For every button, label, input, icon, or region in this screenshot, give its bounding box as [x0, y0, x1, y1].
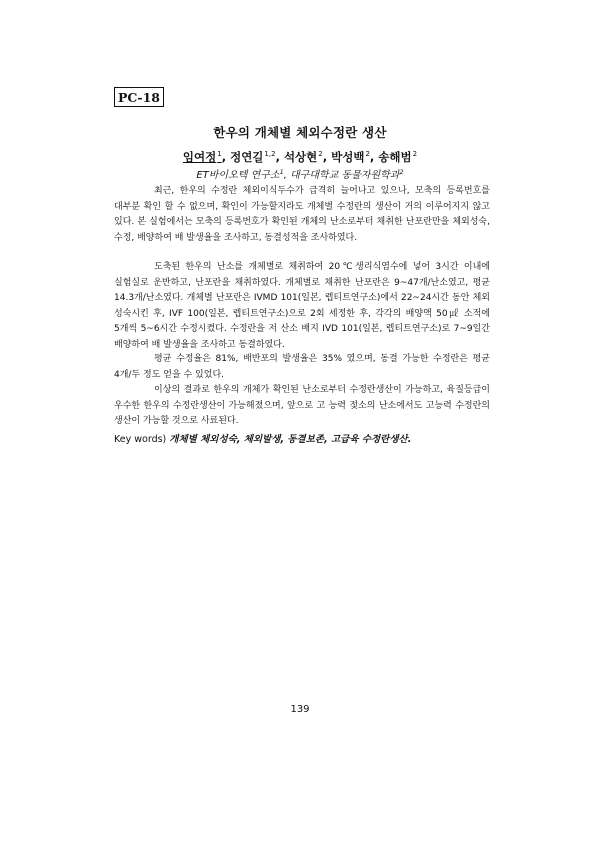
author-first: 임여정$^1$ — [182, 150, 222, 164]
keywords — [114, 431, 504, 445]
keywords-text: 개체별 체외성숙, 체외발생, 동결보존, 고급육 수정란생산. — [169, 434, 412, 445]
author-4: 박성백$^2$ — [331, 150, 370, 164]
author-2: 정연길$^{1,2}$ — [230, 150, 276, 164]
paper-title: 한우의 개체별 체외수정란 생산 — [213, 125, 387, 140]
abstract-paragraph-4: 이상의 결과로 한우의 개체가 확인된 난소로부터 수정란생산이 가능하고, 육질등급이 우수한 한우의 수정란생산이 가능해졌으며, 앞으로 고 능력 젖소의 난소에서도 고능력 수정란의 생산이 가능할 것으로 사료된다. — [114, 385, 490, 426]
affiliation: ET바이오텍 연구소$^1$, 대구대학교 동물자원학과$^2$ — [196, 168, 404, 181]
author-list: 임여정$^1$, 정연길$^{1,2}$, 석상현$^2$, 박성백$^2$, 송해범$^2$ — [182, 150, 418, 164]
keywords-label: Key words) — [114, 434, 167, 445]
poster-code-box — [114, 87, 164, 107]
poster-code: PC-18 — [118, 89, 160, 105]
author-5: 송해범$^2$ — [378, 150, 418, 164]
abstract-paragraph-1: 최근, 한우의 수정란 체외이식두수가 급격히 늘어나고 있으나, 모축의 등록번호를 대부분 확인 할 수 없으며, 확인이 가능할지라도 개체별 수정란의 생산이 거의 이루어지지 않고 있다. 본 실험에서는 모축의 등록번호가 확인된 개체의 난소로부터 채취한 난포란만을 체외성숙, 수정, 배양하여 배 발생율을 조사하고, 동결성적을 조사하였다. — [114, 186, 490, 243]
abstract-paragraph-3: 평균 수정율은 81%, 배반포의 발생율은 35% 였으며, 동결 가능한 수정란은 평균 4개/두 정도 얻을 수 있었다. — [114, 354, 490, 380]
abstract-paragraph-2: 도축된 한우의 난소를 개체별로 채취하여 20℃생리식염수에 넣어 3시간 이내에 실험실로 운반하고, 난포란을 채취하였다. 개체별로 채취한 난포란은 9~47개/난소였고, 평균 14.3개/난소였다. 개체별 난포란은 IVMD 101(일본, 렙티트연구소)에서 22~24시간 동안 체외 성숙시킨 후, IVF 100(일본, 렙티트연구소)으로 2회 세정한 후, 각각의 배양액 50㎕ 소적에 5개씩 5~6시간 수정시켰다. 수정란을 저 산소 배지 IVD 101(일본, 렙티트연구소)로 7~9일간 배양하여 배 발생율을 조사하고 동결하였다. — [114, 262, 490, 350]
author-3: 석상현$^2$ — [283, 150, 323, 164]
page-number: 139 — [290, 704, 310, 715]
